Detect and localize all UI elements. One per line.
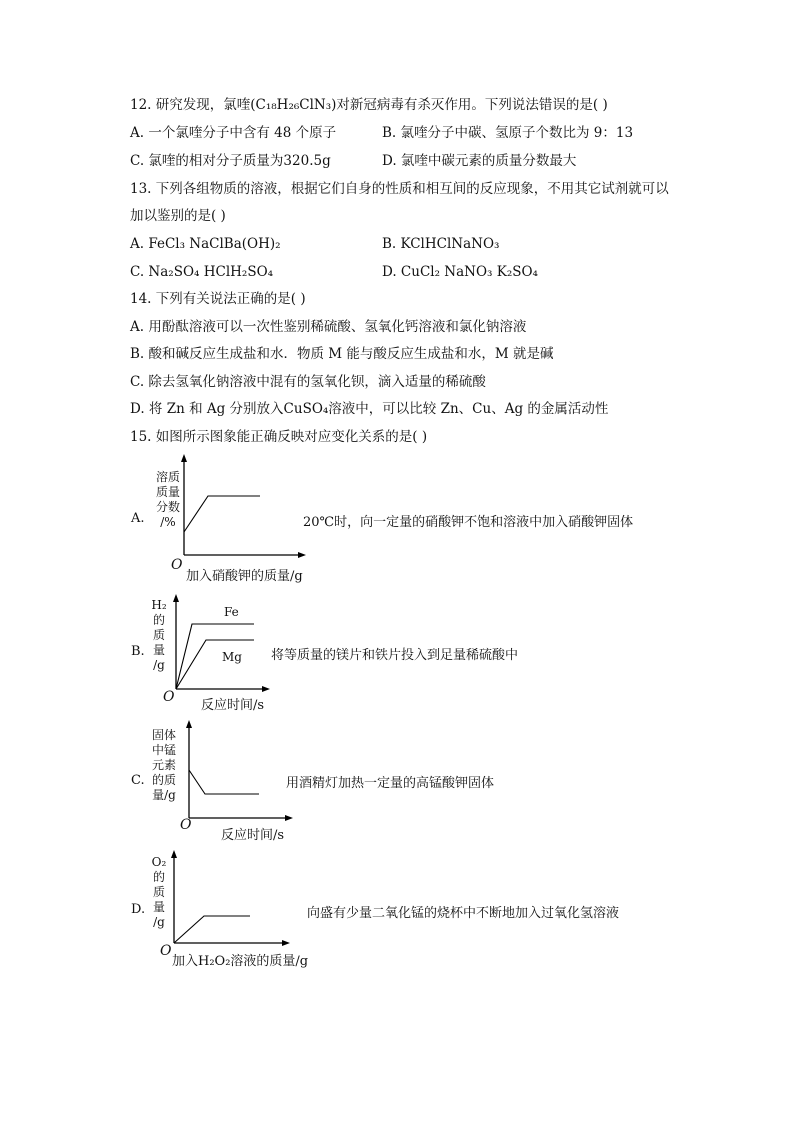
graph-a-x-arrow <box>298 552 306 558</box>
graph-a-plot <box>160 452 310 572</box>
graph-c-plot <box>175 718 300 826</box>
q13-option-a: A. FeCl₃ NaClBa(OH)₂ <box>130 236 281 252</box>
graph-b-fe-curve <box>176 624 254 689</box>
graph-c-option-label: C. <box>131 773 145 788</box>
graph-d-option-label: D. <box>131 902 146 917</box>
graph-d-description: 向盛有少量二氧化锰的烧杯中不断地加入过氧化氢溶液 <box>307 906 620 921</box>
q12-option-a: A. 一个氯喹分子中含有 48 个原子 <box>130 125 337 141</box>
graph-b-series-mg: Mg <box>222 650 242 664</box>
graph-b-y-arrow <box>173 594 179 602</box>
graph-d-xlabel: 加入H₂O₂溶液的质量/g <box>172 954 309 969</box>
q15-stem: 15. 如图所示图象能正确反映对应变化关系的是( ) <box>130 429 428 445</box>
graph-d-y-arrow <box>171 850 177 858</box>
graph-c-xlabel: 反应时间/s <box>221 828 285 843</box>
graph-c-y-arrow <box>186 720 192 728</box>
graph-c-x-arrow <box>285 815 293 821</box>
q12-option-d: D. 氯喹中碳元素的质量分数最大 <box>382 153 577 169</box>
q13-option-c: C. Na₂SO₄ HClH₂SO₄ <box>130 264 274 280</box>
graph-d-origin: O <box>160 943 172 959</box>
q12-option-c: C. 氯喹的相对分子质量为320.5g <box>130 153 331 169</box>
q13-stem-line1: 13. 下列各组物质的溶液，根据它们自身的性质和相互间的反应现象，不用其它试剂就可以 <box>130 181 669 197</box>
graph-c-origin: O <box>180 817 192 833</box>
graph-d-plot <box>160 848 295 950</box>
graph-b-origin: O <box>163 689 175 705</box>
graph-a-xlabel: 加入硝酸钾的质量/g <box>186 569 303 584</box>
graph-b-x-arrow <box>262 686 270 692</box>
graph-b-option-label: B. <box>131 644 145 659</box>
graph-d-curve <box>174 916 250 943</box>
graph-b-ylabel: H₂ 的 质 量 /g <box>151 598 167 672</box>
graph-c-ylabel: 固体 中锰 元素 的质 量/g <box>151 728 176 802</box>
graph-b-mg-curve <box>176 640 254 689</box>
graph-b-description: 将等质量的镁片和铁片投入到足量稀硫酸中 <box>271 648 519 663</box>
graph-d-ylabel: O₂ 的 质 量 /g <box>151 855 167 929</box>
graph-c-description: 用酒精灯加热一定量的高锰酸钾固体 <box>286 776 495 791</box>
graph-b-series-fe: Fe <box>224 605 239 619</box>
graph-a-option-label: A. <box>131 511 145 526</box>
q14-option-a: A. 用酚酞溶液可以一次性鉴别稀硫酸、氢氧化钙溶液和氯化钠溶液 <box>130 319 527 335</box>
graph-a-ylabel: 溶质 质量 分数 /% <box>155 470 180 529</box>
q12-option-b: B. 氯喹分子中碳、氢原子个数比为 9：13 <box>382 125 634 141</box>
graph-d-x-arrow <box>282 940 290 946</box>
q13-option-b: B. KClHClNaNO₃ <box>382 236 500 252</box>
q14-option-b: B. 酸和碱反应生成盐和水．物质 M 能与酸反应生成盐和水，M 就是碱 <box>130 346 554 362</box>
q14-option-c: C. 除去氢氧化钠溶液中混有的氢氧化钡，滴入适量的稀硫酸 <box>130 374 486 390</box>
q13-option-d: D. CuCl₂ NaNO₃ K₂SO₄ <box>382 264 538 280</box>
graph-a-y-arrow <box>181 454 187 462</box>
graph-b-plot <box>160 592 280 697</box>
q14-stem: 14. 下列有关说法正确的是( ) <box>130 291 306 307</box>
graph-a-curve <box>184 496 260 532</box>
q12-stem: 12. 研究发现，氯喹(C₁₈H₂₆ClN₃)对新冠病毒有杀灭作用。下列说法错误的是( ) <box>130 97 608 113</box>
graph-a-description: 20℃时，向一定量的硝酸钾不饱和溶液中加入硝酸钾固体 <box>303 515 634 530</box>
graph-a-origin: O <box>171 557 183 573</box>
q13-stem-line2: 加以鉴别的是( ) <box>130 208 226 224</box>
graph-c-curve <box>189 770 259 794</box>
graph-b-xlabel: 反应时间/s <box>201 698 265 713</box>
q14-option-d: D. 将 Zn 和 Ag 分别放入CuSO₄溶液中，可以比较 Zn、Cu、Ag 的金属活动性 <box>130 401 609 417</box>
